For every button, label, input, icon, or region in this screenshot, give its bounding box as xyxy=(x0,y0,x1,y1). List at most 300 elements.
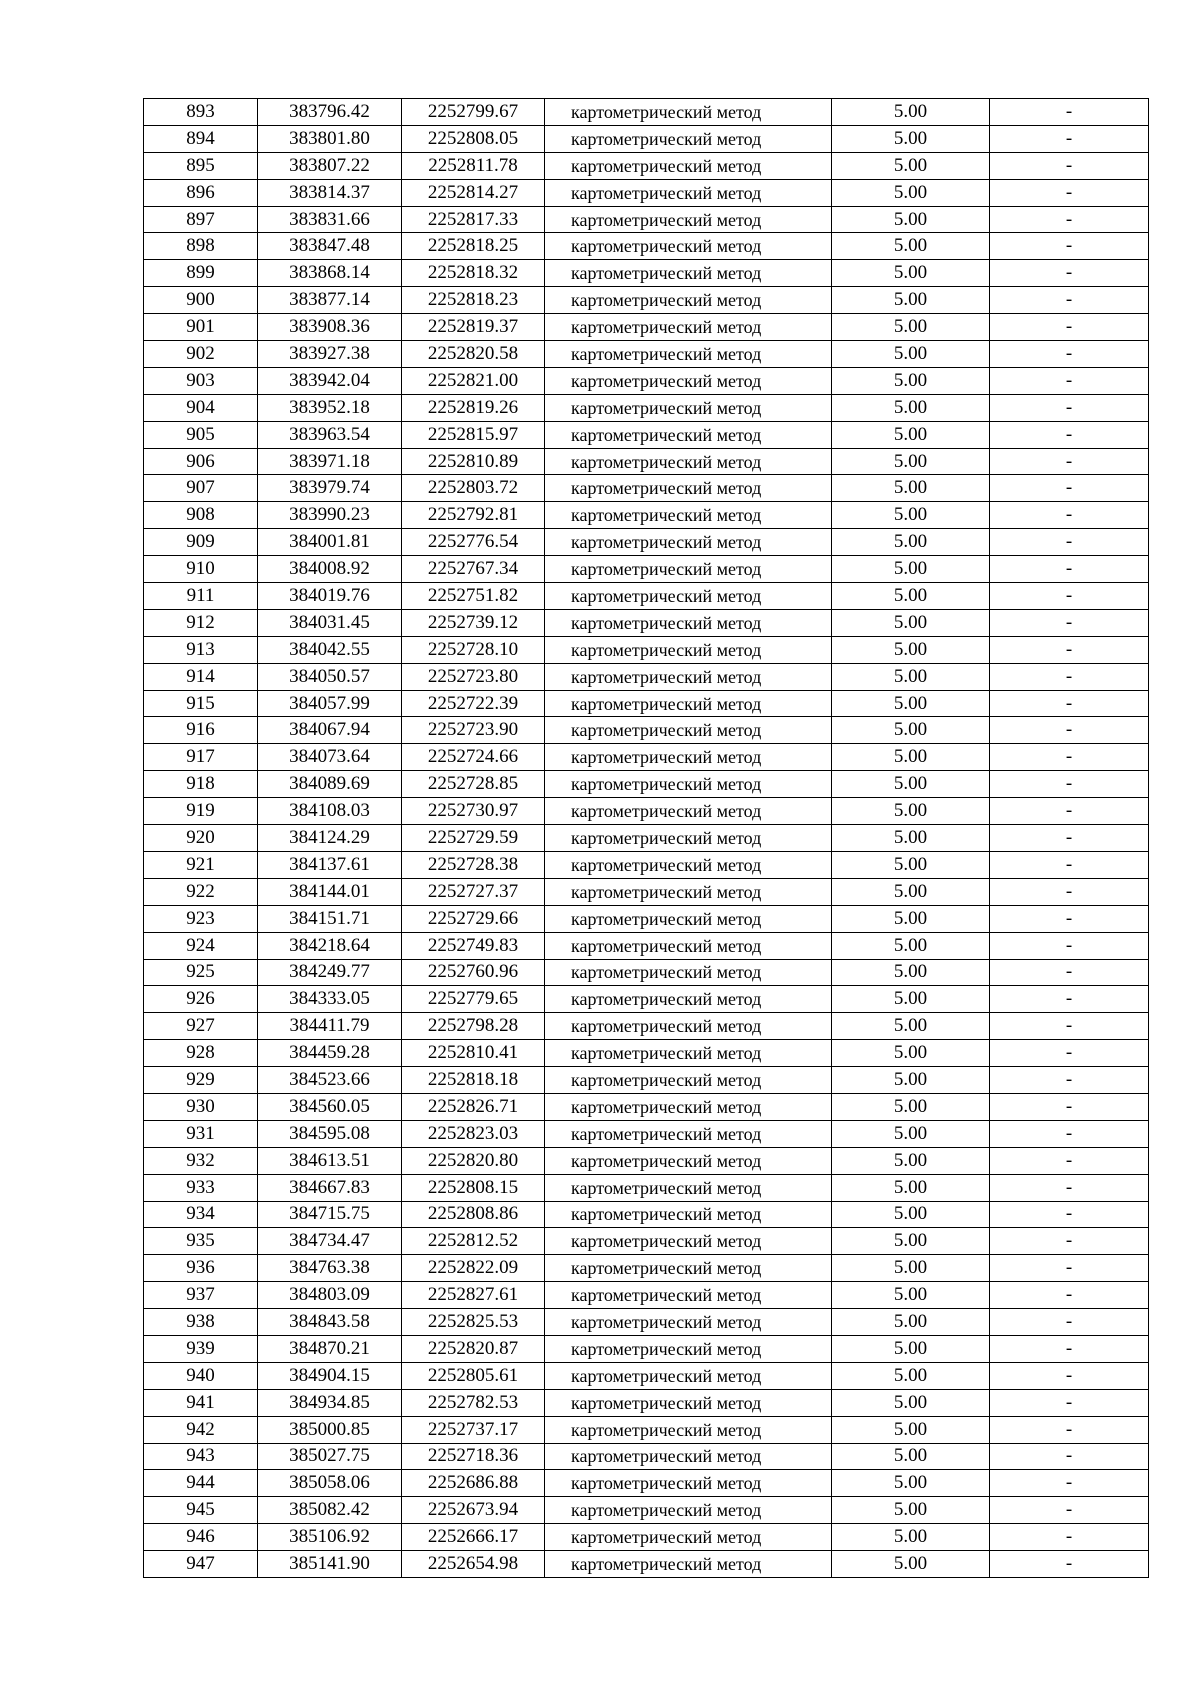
y-coordinate-cell: 2252826.71 xyxy=(402,1093,545,1120)
description-cell: - xyxy=(990,1040,1149,1067)
point-number-cell: 938 xyxy=(144,1309,258,1336)
accuracy-cell: 5.00 xyxy=(832,1067,990,1094)
accuracy-cell: 5.00 xyxy=(832,1309,990,1336)
table-row xyxy=(144,152,1149,179)
method-cell: картометрический метод xyxy=(545,1389,832,1416)
point-number-cell: 906 xyxy=(144,448,258,475)
description-cell: - xyxy=(990,448,1149,475)
table-row xyxy=(144,1389,1149,1416)
table-row xyxy=(144,341,1149,368)
x-coordinate-cell: 385082.42 xyxy=(258,1497,402,1524)
table-row xyxy=(144,1335,1149,1362)
point-number-cell: 919 xyxy=(144,798,258,825)
table-row xyxy=(144,717,1149,744)
x-coordinate-cell: 384019.76 xyxy=(258,583,402,610)
accuracy-cell: 5.00 xyxy=(832,1147,990,1174)
accuracy-cell: 5.00 xyxy=(832,152,990,179)
point-number-cell: 911 xyxy=(144,583,258,610)
description-cell: - xyxy=(990,717,1149,744)
description-cell: - xyxy=(990,851,1149,878)
description-cell: - xyxy=(990,475,1149,502)
table-row xyxy=(144,663,1149,690)
x-coordinate-cell: 384333.05 xyxy=(258,986,402,1013)
x-coordinate-cell: 384523.66 xyxy=(258,1067,402,1094)
method-cell: картометрический метод xyxy=(545,1067,832,1094)
description-cell: - xyxy=(990,690,1149,717)
description-cell: - xyxy=(990,260,1149,287)
y-coordinate-cell: 2252823.03 xyxy=(402,1120,545,1147)
x-coordinate-cell: 383877.14 xyxy=(258,287,402,314)
method-cell: картометрический метод xyxy=(545,502,832,529)
x-coordinate-cell: 384411.79 xyxy=(258,1013,402,1040)
y-coordinate-cell: 2252723.80 xyxy=(402,663,545,690)
table-row xyxy=(144,1013,1149,1040)
x-coordinate-cell: 384459.28 xyxy=(258,1040,402,1067)
point-number-cell: 895 xyxy=(144,152,258,179)
x-coordinate-cell: 384144.01 xyxy=(258,878,402,905)
table-row xyxy=(144,1497,1149,1524)
accuracy-cell: 5.00 xyxy=(832,1443,990,1470)
y-coordinate-cell: 2252819.37 xyxy=(402,314,545,341)
x-coordinate-cell: 383796.42 xyxy=(258,99,402,126)
table-row xyxy=(144,1282,1149,1309)
method-cell: картометрический метод xyxy=(545,179,832,206)
method-cell: картометрический метод xyxy=(545,394,832,421)
accuracy-cell: 5.00 xyxy=(832,1040,990,1067)
table-row xyxy=(144,1362,1149,1389)
y-coordinate-cell: 2252760.96 xyxy=(402,959,545,986)
accuracy-cell: 5.00 xyxy=(832,851,990,878)
method-cell: картометрический метод xyxy=(545,744,832,771)
y-coordinate-cell: 2252723.90 xyxy=(402,717,545,744)
y-coordinate-cell: 2252729.66 xyxy=(402,905,545,932)
accuracy-cell: 5.00 xyxy=(832,556,990,583)
point-number-cell: 937 xyxy=(144,1282,258,1309)
accuracy-cell: 5.00 xyxy=(832,583,990,610)
method-cell: картометрический метод xyxy=(545,1335,832,1362)
description-cell: - xyxy=(990,1093,1149,1120)
point-number-cell: 897 xyxy=(144,206,258,233)
y-coordinate-cell: 2252822.09 xyxy=(402,1255,545,1282)
y-coordinate-cell: 2252718.36 xyxy=(402,1443,545,1470)
point-number-cell: 910 xyxy=(144,556,258,583)
x-coordinate-cell: 384803.09 xyxy=(258,1282,402,1309)
y-coordinate-cell: 2252808.15 xyxy=(402,1174,545,1201)
accuracy-cell: 5.00 xyxy=(832,1228,990,1255)
point-number-cell: 907 xyxy=(144,475,258,502)
description-cell: - xyxy=(990,1282,1149,1309)
y-coordinate-cell: 2252779.65 xyxy=(402,986,545,1013)
point-number-cell: 918 xyxy=(144,771,258,798)
accuracy-cell: 5.00 xyxy=(832,932,990,959)
table-row xyxy=(144,421,1149,448)
accuracy-cell: 5.00 xyxy=(832,367,990,394)
point-number-cell: 931 xyxy=(144,1120,258,1147)
point-number-cell: 916 xyxy=(144,717,258,744)
description-cell: - xyxy=(990,341,1149,368)
description-cell: - xyxy=(990,771,1149,798)
table-row xyxy=(144,1416,1149,1443)
point-number-cell: 946 xyxy=(144,1524,258,1551)
x-coordinate-cell: 384613.51 xyxy=(258,1147,402,1174)
y-coordinate-cell: 2252739.12 xyxy=(402,609,545,636)
table-row xyxy=(144,314,1149,341)
description-cell: - xyxy=(990,233,1149,260)
y-coordinate-cell: 2252798.28 xyxy=(402,1013,545,1040)
point-number-cell: 917 xyxy=(144,744,258,771)
table-row xyxy=(144,1524,1149,1551)
y-coordinate-cell: 2252724.66 xyxy=(402,744,545,771)
table-row xyxy=(144,394,1149,421)
method-cell: картометрический метод xyxy=(545,636,832,663)
point-number-cell: 900 xyxy=(144,287,258,314)
accuracy-cell: 5.00 xyxy=(832,798,990,825)
description-cell: - xyxy=(990,1228,1149,1255)
table-row xyxy=(144,1309,1149,1336)
y-coordinate-cell: 2252815.97 xyxy=(402,421,545,448)
table-row xyxy=(144,1040,1149,1067)
x-coordinate-cell: 385058.06 xyxy=(258,1470,402,1497)
y-coordinate-cell: 2252727.37 xyxy=(402,878,545,905)
y-coordinate-cell: 2252654.98 xyxy=(402,1551,545,1578)
method-cell: картометрический метод xyxy=(545,314,832,341)
y-coordinate-cell: 2252820.58 xyxy=(402,341,545,368)
method-cell: картометрический метод xyxy=(545,771,832,798)
y-coordinate-cell: 2252686.88 xyxy=(402,1470,545,1497)
x-coordinate-cell: 385027.75 xyxy=(258,1443,402,1470)
y-coordinate-cell: 2252776.54 xyxy=(402,529,545,556)
y-coordinate-cell: 2252728.85 xyxy=(402,771,545,798)
description-cell: - xyxy=(990,1335,1149,1362)
y-coordinate-cell: 2252666.17 xyxy=(402,1524,545,1551)
accuracy-cell: 5.00 xyxy=(832,1282,990,1309)
accuracy-cell: 5.00 xyxy=(832,1470,990,1497)
accuracy-cell: 5.00 xyxy=(832,1551,990,1578)
method-cell: картометрический метод xyxy=(545,1443,832,1470)
accuracy-cell: 5.00 xyxy=(832,905,990,932)
method-cell: картометрический метод xyxy=(545,1147,832,1174)
y-coordinate-cell: 2252730.97 xyxy=(402,798,545,825)
accuracy-cell: 5.00 xyxy=(832,1416,990,1443)
point-number-cell: 923 xyxy=(144,905,258,932)
accuracy-cell: 5.00 xyxy=(832,1362,990,1389)
accuracy-cell: 5.00 xyxy=(832,1335,990,1362)
y-coordinate-cell: 2252805.61 xyxy=(402,1362,545,1389)
x-coordinate-cell: 384904.15 xyxy=(258,1362,402,1389)
y-coordinate-cell: 2252810.41 xyxy=(402,1040,545,1067)
table-row xyxy=(144,1201,1149,1228)
y-coordinate-cell: 2252814.27 xyxy=(402,179,545,206)
method-cell: картометрический метод xyxy=(545,986,832,1013)
point-number-cell: 901 xyxy=(144,314,258,341)
accuracy-cell: 5.00 xyxy=(832,448,990,475)
table-row xyxy=(144,1255,1149,1282)
accuracy-cell: 5.00 xyxy=(832,878,990,905)
x-coordinate-cell: 384595.08 xyxy=(258,1120,402,1147)
accuracy-cell: 5.00 xyxy=(832,502,990,529)
method-cell: картометрический метод xyxy=(545,125,832,152)
method-cell: картометрический метод xyxy=(545,1551,832,1578)
table-row xyxy=(144,636,1149,663)
x-coordinate-cell: 384050.57 xyxy=(258,663,402,690)
point-number-cell: 927 xyxy=(144,1013,258,1040)
x-coordinate-cell: 383801.80 xyxy=(258,125,402,152)
point-number-cell: 908 xyxy=(144,502,258,529)
x-coordinate-cell: 384843.58 xyxy=(258,1309,402,1336)
accuracy-cell: 5.00 xyxy=(832,717,990,744)
method-cell: картометрический метод xyxy=(545,260,832,287)
accuracy-cell: 5.00 xyxy=(832,421,990,448)
table-row xyxy=(144,1174,1149,1201)
description-cell: - xyxy=(990,152,1149,179)
point-number-cell: 943 xyxy=(144,1443,258,1470)
method-cell: картометрический метод xyxy=(545,663,832,690)
accuracy-cell: 5.00 xyxy=(832,206,990,233)
method-cell: картометрический метод xyxy=(545,905,832,932)
table-row xyxy=(144,475,1149,502)
point-number-cell: 928 xyxy=(144,1040,258,1067)
method-cell: картометрический метод xyxy=(545,1362,832,1389)
x-coordinate-cell: 383847.48 xyxy=(258,233,402,260)
y-coordinate-cell: 2252751.82 xyxy=(402,583,545,610)
accuracy-cell: 5.00 xyxy=(832,529,990,556)
y-coordinate-cell: 2252818.18 xyxy=(402,1067,545,1094)
accuracy-cell: 5.00 xyxy=(832,1255,990,1282)
point-number-cell: 903 xyxy=(144,367,258,394)
description-cell: - xyxy=(990,1147,1149,1174)
y-coordinate-cell: 2252818.23 xyxy=(402,287,545,314)
table-row xyxy=(144,1093,1149,1120)
table-row xyxy=(144,179,1149,206)
description-cell: - xyxy=(990,1497,1149,1524)
table-row xyxy=(144,1470,1149,1497)
x-coordinate-cell: 383807.22 xyxy=(258,152,402,179)
description-cell: - xyxy=(990,556,1149,583)
x-coordinate-cell: 384001.81 xyxy=(258,529,402,556)
point-number-cell: 935 xyxy=(144,1228,258,1255)
accuracy-cell: 5.00 xyxy=(832,1201,990,1228)
description-cell: - xyxy=(990,825,1149,852)
accuracy-cell: 5.00 xyxy=(832,179,990,206)
y-coordinate-cell: 2252819.26 xyxy=(402,394,545,421)
x-coordinate-cell: 384934.85 xyxy=(258,1389,402,1416)
description-cell: - xyxy=(990,1309,1149,1336)
y-coordinate-cell: 2252808.05 xyxy=(402,125,545,152)
method-cell: картометрический метод xyxy=(545,233,832,260)
description-cell: - xyxy=(990,905,1149,932)
x-coordinate-cell: 383831.66 xyxy=(258,206,402,233)
method-cell: картометрический метод xyxy=(545,1201,832,1228)
description-cell: - xyxy=(990,1551,1149,1578)
y-coordinate-cell: 2252729.59 xyxy=(402,825,545,852)
table-row xyxy=(144,1443,1149,1470)
x-coordinate-cell: 383927.38 xyxy=(258,341,402,368)
accuracy-cell: 5.00 xyxy=(832,744,990,771)
accuracy-cell: 5.00 xyxy=(832,233,990,260)
x-coordinate-cell: 384042.55 xyxy=(258,636,402,663)
x-coordinate-cell: 383990.23 xyxy=(258,502,402,529)
point-number-cell: 904 xyxy=(144,394,258,421)
accuracy-cell: 5.00 xyxy=(832,287,990,314)
accuracy-cell: 5.00 xyxy=(832,609,990,636)
x-coordinate-cell: 384067.94 xyxy=(258,717,402,744)
method-cell: картометрический метод xyxy=(545,609,832,636)
y-coordinate-cell: 2252821.00 xyxy=(402,367,545,394)
x-coordinate-cell: 384057.99 xyxy=(258,690,402,717)
x-coordinate-cell: 384089.69 xyxy=(258,771,402,798)
table-row xyxy=(144,99,1149,126)
description-cell: - xyxy=(990,206,1149,233)
x-coordinate-cell: 384715.75 xyxy=(258,1201,402,1228)
table-row xyxy=(144,1120,1149,1147)
accuracy-cell: 5.00 xyxy=(832,1093,990,1120)
accuracy-cell: 5.00 xyxy=(832,690,990,717)
point-number-cell: 912 xyxy=(144,609,258,636)
point-number-cell: 913 xyxy=(144,636,258,663)
coordinates-table xyxy=(143,98,1149,1578)
method-cell: картометрический метод xyxy=(545,206,832,233)
description-cell: - xyxy=(990,179,1149,206)
y-coordinate-cell: 2252737.17 xyxy=(402,1416,545,1443)
description-cell: - xyxy=(990,663,1149,690)
description-cell: - xyxy=(990,1013,1149,1040)
table-row xyxy=(144,905,1149,932)
table-row xyxy=(144,1228,1149,1255)
description-cell: - xyxy=(990,314,1149,341)
x-coordinate-cell: 384073.64 xyxy=(258,744,402,771)
method-cell: картометрический метод xyxy=(545,798,832,825)
accuracy-cell: 5.00 xyxy=(832,636,990,663)
table-row xyxy=(144,932,1149,959)
method-cell: картометрический метод xyxy=(545,878,832,905)
point-number-cell: 922 xyxy=(144,878,258,905)
table-row xyxy=(144,502,1149,529)
table-row xyxy=(144,556,1149,583)
method-cell: картометрический метод xyxy=(545,448,832,475)
table-row xyxy=(144,798,1149,825)
method-cell: картометрический метод xyxy=(545,851,832,878)
table-row xyxy=(144,448,1149,475)
method-cell: картометрический метод xyxy=(545,152,832,179)
point-number-cell: 945 xyxy=(144,1497,258,1524)
y-coordinate-cell: 2252722.39 xyxy=(402,690,545,717)
table-row xyxy=(144,1147,1149,1174)
x-coordinate-cell: 384667.83 xyxy=(258,1174,402,1201)
y-coordinate-cell: 2252812.52 xyxy=(402,1228,545,1255)
x-coordinate-cell: 383814.37 xyxy=(258,179,402,206)
x-coordinate-cell: 384031.45 xyxy=(258,609,402,636)
method-cell: картометрический метод xyxy=(545,1093,832,1120)
x-coordinate-cell: 384137.61 xyxy=(258,851,402,878)
description-cell: - xyxy=(990,583,1149,610)
point-number-cell: 920 xyxy=(144,825,258,852)
y-coordinate-cell: 2252728.38 xyxy=(402,851,545,878)
method-cell: картометрический метод xyxy=(545,1309,832,1336)
accuracy-cell: 5.00 xyxy=(832,986,990,1013)
accuracy-cell: 5.00 xyxy=(832,771,990,798)
point-number-cell: 940 xyxy=(144,1362,258,1389)
table-row xyxy=(144,986,1149,1013)
description-cell: - xyxy=(990,1362,1149,1389)
point-number-cell: 941 xyxy=(144,1389,258,1416)
method-cell: картометрический метод xyxy=(545,1120,832,1147)
method-cell: картометрический метод xyxy=(545,421,832,448)
x-coordinate-cell: 385000.85 xyxy=(258,1416,402,1443)
x-coordinate-cell: 384151.71 xyxy=(258,905,402,932)
x-coordinate-cell: 383942.04 xyxy=(258,367,402,394)
description-cell: - xyxy=(990,99,1149,126)
method-cell: картометрический метод xyxy=(545,1174,832,1201)
accuracy-cell: 5.00 xyxy=(832,1013,990,1040)
y-coordinate-cell: 2252728.10 xyxy=(402,636,545,663)
description-cell: - xyxy=(990,287,1149,314)
method-cell: картометрический метод xyxy=(545,287,832,314)
description-cell: - xyxy=(990,609,1149,636)
table-row xyxy=(144,771,1149,798)
accuracy-cell: 5.00 xyxy=(832,1174,990,1201)
table-row xyxy=(144,851,1149,878)
y-coordinate-cell: 2252749.83 xyxy=(402,932,545,959)
accuracy-cell: 5.00 xyxy=(832,260,990,287)
point-number-cell: 924 xyxy=(144,932,258,959)
accuracy-cell: 5.00 xyxy=(832,99,990,126)
point-number-cell: 929 xyxy=(144,1067,258,1094)
x-coordinate-cell: 384870.21 xyxy=(258,1335,402,1362)
x-coordinate-cell: 383952.18 xyxy=(258,394,402,421)
method-cell: картометрический метод xyxy=(545,825,832,852)
method-cell: картометрический метод xyxy=(545,1255,832,1282)
x-coordinate-cell: 383963.54 xyxy=(258,421,402,448)
y-coordinate-cell: 2252792.81 xyxy=(402,502,545,529)
accuracy-cell: 5.00 xyxy=(832,314,990,341)
table-row xyxy=(144,1067,1149,1094)
description-cell: - xyxy=(990,986,1149,1013)
description-cell: - xyxy=(990,1524,1149,1551)
table-row xyxy=(144,287,1149,314)
method-cell: картометрический метод xyxy=(545,1524,832,1551)
description-cell: - xyxy=(990,1120,1149,1147)
y-coordinate-cell: 2252825.53 xyxy=(402,1309,545,1336)
method-cell: картометрический метод xyxy=(545,932,832,959)
point-number-cell: 914 xyxy=(144,663,258,690)
accuracy-cell: 5.00 xyxy=(832,125,990,152)
point-number-cell: 930 xyxy=(144,1093,258,1120)
y-coordinate-cell: 2252817.33 xyxy=(402,206,545,233)
accuracy-cell: 5.00 xyxy=(832,475,990,502)
description-cell: - xyxy=(990,636,1149,663)
table-row xyxy=(144,260,1149,287)
point-number-cell: 896 xyxy=(144,179,258,206)
point-number-cell: 921 xyxy=(144,851,258,878)
method-cell: картометрический метод xyxy=(545,1282,832,1309)
description-cell: - xyxy=(990,878,1149,905)
method-cell: картометрический метод xyxy=(545,341,832,368)
point-number-cell: 936 xyxy=(144,1255,258,1282)
method-cell: картометрический метод xyxy=(545,1497,832,1524)
description-cell: - xyxy=(990,959,1149,986)
method-cell: картометрический метод xyxy=(545,1416,832,1443)
y-coordinate-cell: 2252782.53 xyxy=(402,1389,545,1416)
point-number-cell: 932 xyxy=(144,1147,258,1174)
point-number-cell: 898 xyxy=(144,233,258,260)
description-cell: - xyxy=(990,1067,1149,1094)
table-row xyxy=(144,125,1149,152)
description-cell: - xyxy=(990,932,1149,959)
accuracy-cell: 5.00 xyxy=(832,825,990,852)
x-coordinate-cell: 383979.74 xyxy=(258,475,402,502)
description-cell: - xyxy=(990,1201,1149,1228)
description-cell: - xyxy=(990,502,1149,529)
